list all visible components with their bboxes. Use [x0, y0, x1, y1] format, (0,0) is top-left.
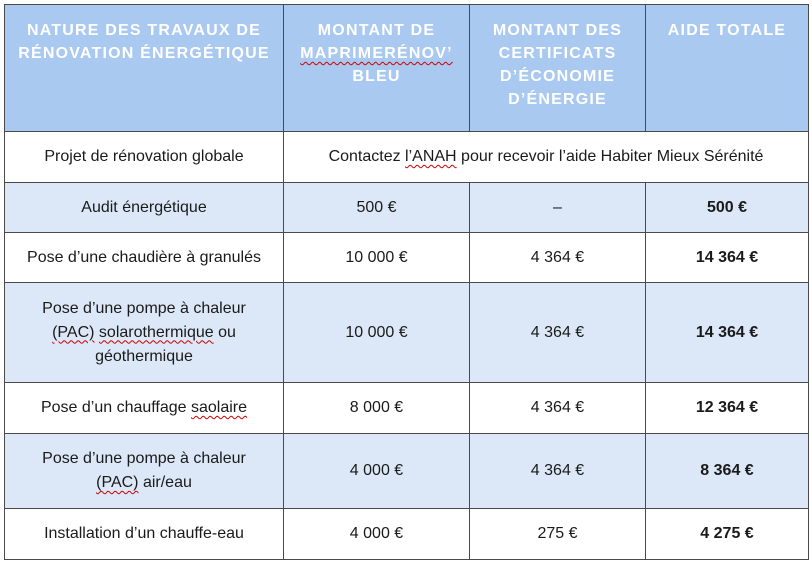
- merged-text-b: l’ANAH: [405, 148, 457, 165]
- total-cell: 12 364 €: [646, 383, 809, 434]
- mpr-cell: 4 000 €: [284, 509, 470, 560]
- mpr-cell: 8 000 €: [284, 383, 470, 434]
- header-maprimerenov-line3: BLEU: [352, 68, 401, 85]
- nature-text-b: (PAC): [96, 474, 139, 491]
- cee-cell: 4 364 €: [470, 233, 646, 283]
- mpr-cell: 10 000 €: [284, 283, 470, 383]
- nature-text-a: Pose d’une pompe à chaleur: [42, 450, 246, 467]
- total-cell: 14 364 €: [646, 283, 809, 383]
- nature-cell: [5, 434, 284, 509]
- mpr-cell: 500 €: [284, 183, 470, 233]
- total-cell: 500 €: [646, 183, 809, 233]
- nature-text-d: solarothermique: [98, 323, 214, 341]
- nature-text-c: air/eau: [138, 474, 192, 491]
- cee-cell: 4 364 €: [470, 283, 646, 383]
- table-row: [5, 383, 809, 434]
- nature-cell: Pose d’une chaudière à granulés: [5, 233, 284, 283]
- table-row: [5, 283, 809, 383]
- header-aide-totale: AIDE TOTALE: [646, 5, 809, 132]
- table-row: [5, 509, 809, 560]
- header-nature-travaux: NATURE DES TRAVAUX DE RÉNOVATION ÉNERGÉTIQUE: [5, 5, 284, 132]
- table-row: [5, 434, 809, 509]
- header-row: [5, 5, 809, 132]
- nature-text-a: Pose d’une pompe à chaleur: [42, 299, 246, 317]
- total-cell: 14 364 €: [646, 233, 809, 283]
- header-maprimerenov-line1: MONTANT DE: [317, 22, 436, 39]
- header-cee: MONTANT DES CERTIFICATS D’ÉCONOMIE D’ÉNERGIE: [470, 5, 646, 132]
- total-cell: 4 275 €: [646, 509, 809, 560]
- merged-text-c: pour recevoir l’aide Habiter Mieux Sérénité: [456, 148, 764, 165]
- cee-cell: 4 364 €: [470, 434, 646, 509]
- nature-cell: Projet de rénovation globale: [5, 132, 284, 183]
- aides-table: [4, 4, 809, 560]
- header-maprimerenov-line2: MAPRIMERÉNOV’: [300, 45, 453, 62]
- nature-cell: Installation d’un chauffe-eau: [5, 509, 284, 560]
- nature-text-a: Pose d’un chauffage: [40, 399, 191, 416]
- header-maprimerenov: [284, 5, 470, 132]
- nature-cell: [5, 283, 284, 383]
- table-row: [5, 132, 809, 183]
- cee-cell: 275 €: [470, 509, 646, 560]
- nature-text-b: saolaire: [191, 399, 248, 416]
- total-cell: 8 364 €: [646, 434, 809, 509]
- cee-cell: 4 364 €: [470, 383, 646, 434]
- table-row: [5, 183, 809, 233]
- mpr-cell: 4 000 €: [284, 434, 470, 509]
- mpr-cell: 10 000 €: [284, 233, 470, 283]
- table-row: [5, 233, 809, 283]
- nature-cell: [5, 383, 284, 434]
- merged-info-cell: [284, 132, 809, 183]
- cee-cell: –: [470, 183, 646, 233]
- merged-text-a: Contactez: [328, 148, 406, 165]
- nature-text-e: ou géothermique: [95, 323, 236, 365]
- nature-text-b: (PAC): [52, 323, 95, 341]
- nature-cell: Audit énergétique: [5, 183, 284, 233]
